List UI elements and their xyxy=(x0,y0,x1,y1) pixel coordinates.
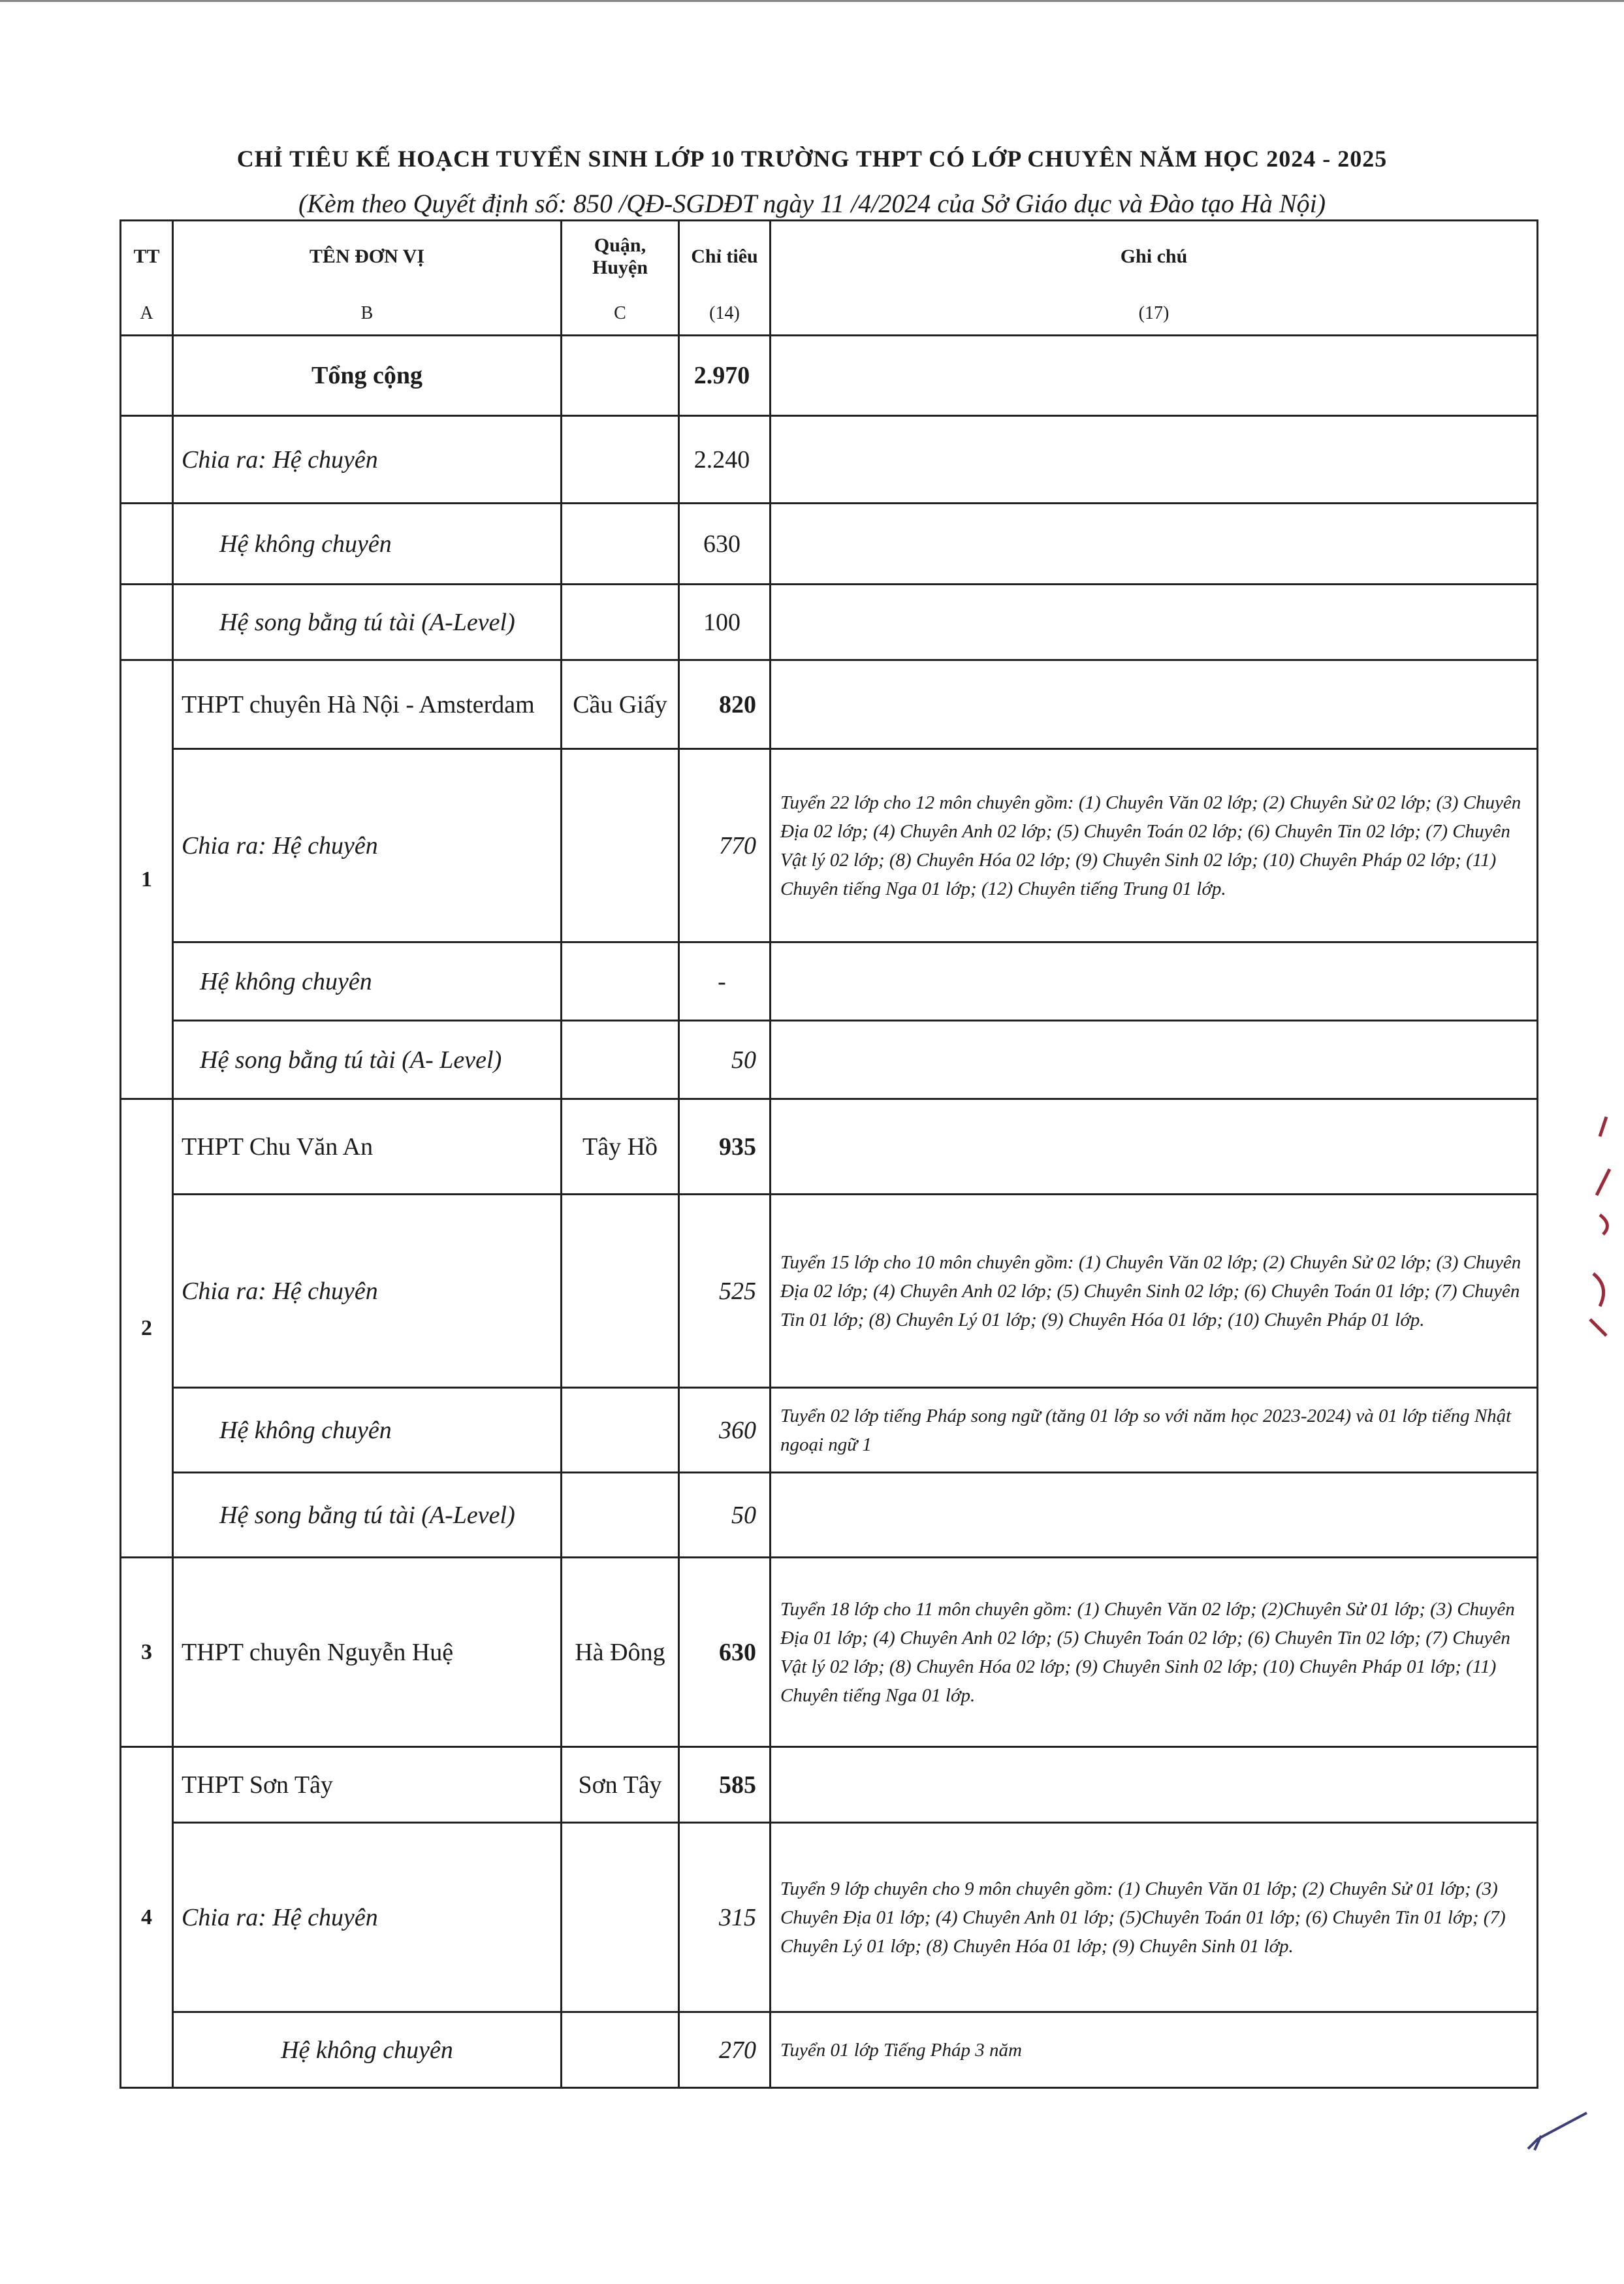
school-1-alevel: 50 xyxy=(679,1021,771,1099)
total-value: 2.970 xyxy=(679,336,771,416)
school-3-tt: 3 xyxy=(121,1558,173,1747)
total-non-specialized-label: Hệ không chuyên xyxy=(173,504,562,585)
school-1-specialized: 770 xyxy=(679,749,771,942)
quota-table xyxy=(119,219,1538,2089)
document-title: CHỈ TIÊU KẾ HOẠCH TUYỂN SINH LỚP 10 TRƯỜNG THPT CÓ LỚP CHUYÊN NĂM HỌC 2024 - 2025 xyxy=(236,146,1388,172)
header-tt: TT xyxy=(121,221,173,293)
school-1-non-specialized: - xyxy=(679,942,771,1021)
school-2-alevel: 50 xyxy=(679,1473,771,1558)
school-4-tt: 4 xyxy=(121,1747,173,2088)
header-district: Quận, Huyện xyxy=(562,221,679,293)
table-row xyxy=(121,416,1538,504)
school-3-quota: 630 xyxy=(679,1558,771,1747)
school-1-specialized-label: Chia ra: Hệ chuyên xyxy=(173,749,562,942)
total-alevel: 100 xyxy=(679,585,771,660)
school-2-non-specialized-note: Tuyển 02 lớp tiếng Pháp song ngữ (tăng 01 lớp so với năm học 2023-2024) và 01 lớp tiếng Nhật ngoại ngữ 1 xyxy=(771,1388,1538,1473)
total-label: Tổng cộng xyxy=(173,336,562,416)
table-row xyxy=(121,1388,1538,1473)
school-2-non-specialized-label: Hệ không chuyên xyxy=(173,1388,562,1473)
school-2-specialized: 525 xyxy=(679,1195,771,1388)
header-code-name: B xyxy=(173,293,562,336)
total-alevel-label: Hệ song bằng tú tài (A-Level) xyxy=(173,585,562,660)
table-row xyxy=(121,1747,1538,1823)
school-1-tt: 1 xyxy=(121,660,173,1099)
table-row xyxy=(121,504,1538,585)
school-3-name: THPT chuyên Nguyễn Huệ xyxy=(173,1558,562,1747)
school-4-name: THPT Sơn Tây xyxy=(173,1747,562,1823)
header-note: Ghi chú xyxy=(771,221,1538,293)
school-4-specialized-label: Chia ra: Hệ chuyên xyxy=(173,1823,562,2012)
header-code-note: (17) xyxy=(771,293,1538,336)
document-subtitle: (Kèm theo Quyết định số: 850 /QĐ-SGDĐT ngày 11 /4/2024 của Sở Giáo dục và Đào tạo Hà Nội) xyxy=(298,189,1326,218)
stamp-fragment-icon xyxy=(1580,1110,1619,1345)
school-1-alevel-label: Hệ song bằng tú tài (A- Level) xyxy=(173,1021,562,1099)
table-row xyxy=(121,585,1538,660)
school-2-name: THPT Chu Văn An xyxy=(173,1099,562,1195)
school-2-non-specialized: 360 xyxy=(679,1388,771,1473)
header-name: TÊN ĐƠN VỊ xyxy=(173,221,562,293)
school-4-district: Sơn Tây xyxy=(562,1747,679,1823)
header-code-quota: (14) xyxy=(679,293,771,336)
school-2-quota: 935 xyxy=(679,1099,771,1195)
school-3-note: Tuyển 18 lớp cho 11 môn chuyên gồm: (1) Chuyên Văn 02 lớp; (2)Chuyên Sử 01 lớp; (3) Chuyên Địa 01 lớp; (4) Chuyên Anh 02 lớp; (5) Chuyên Toán 02 lớp; (6) Chuyên Tin 02 lớp; (7) Chuyên Vật lý 02 lớp; (8) Chuyên Hóa 02 lớp; (9) Chuyên Sinh 02 lớp; (10) Chuyên Pháp 01 lớp; (11) Chuyên tiếng Nga 01 lớp. xyxy=(771,1558,1538,1747)
school-1-non-specialized-label: Hệ không chuyên xyxy=(173,942,562,1021)
table-row xyxy=(121,1099,1538,1195)
scan-top-edge xyxy=(0,0,1624,2)
table-row xyxy=(121,1473,1538,1558)
school-2-district: Tây Hồ xyxy=(562,1099,679,1195)
table-row xyxy=(121,1823,1538,2012)
school-2-specialized-label: Chia ra: Hệ chuyên xyxy=(173,1195,562,1388)
table-row xyxy=(121,2012,1538,2088)
total-specialized: 2.240 xyxy=(679,416,771,504)
school-4-specialized-note: Tuyển 9 lớp chuyên cho 9 môn chuyên gồm: (1) Chuyên Văn 01 lớp; (2) Chuyên Sử 01 lớp; (3) Chuyên Địa 01 lớp; (4) Chuyên Anh 01 lớp; (5)Chuyên Toán 01 lớp; (6) Chuyên Tin 01 lớp; (7) Chuyên Lý 01 lớp; (8) Chuyên Hóa 01 lớp; (9) Chuyên Sinh 01 lớp. xyxy=(771,1823,1538,2012)
school-1-specialized-note: Tuyển 22 lớp cho 12 môn chuyên gồm: (1) Chuyên Văn 02 lớp; (2) Chuyên Sử 02 lớp; (3) Chuyên Địa 02 lớp; (4) Chuyên Anh 02 lớp; (5) Chuyên Toán 02 lớp; (6) Chuyên Tin 02 lớp; (7) Chuyên Vật lý 02 lớp; (8) Chuyên Hóa 02 lớp; (9) Chuyên Sinh 02 lớp; (10) Chuyên Pháp 02 lớp; (11) Chuyên tiếng Nga 01 lớp; (12) Chuyên tiếng Trung 01 lớp. xyxy=(771,749,1538,942)
table-row xyxy=(121,1021,1538,1099)
school-4-quota: 585 xyxy=(679,1747,771,1823)
school-4-specialized: 315 xyxy=(679,1823,771,2012)
school-4-non-specialized-label: Hệ không chuyên xyxy=(173,2012,562,2088)
school-2-alevel-label: Hệ song bằng tú tài (A-Level) xyxy=(173,1473,562,1558)
school-3-district: Hà Đông xyxy=(562,1558,679,1747)
table-row xyxy=(121,942,1538,1021)
table-row xyxy=(121,1195,1538,1388)
table-row xyxy=(121,336,1538,416)
signature-tick-icon xyxy=(1521,2110,1593,2155)
header-code-district: C xyxy=(562,293,679,336)
table-row xyxy=(121,1558,1538,1747)
school-2-tt: 2 xyxy=(121,1099,173,1558)
header-code-tt: A xyxy=(121,293,173,336)
header-quota: Chỉ tiêu xyxy=(679,221,771,293)
school-2-specialized-note: Tuyển 15 lớp cho 10 môn chuyên gồm: (1) Chuyên Văn 02 lớp; (2) Chuyên Sử 02 lớp; (3) Chuyên Địa 02 lớp; (4) Chuyên Anh 02 lớp; (5) Chuyên Sinh 02 lớp; (6) Chuyên Toán 01 lớp; (7) Chuyên Tin 01 lớp; (8) Chuyên Lý 01 lớp; (9) Chuyên Hóa 01 lớp; (10) Chuyên Pháp 01 lớp. xyxy=(771,1195,1538,1388)
table-row xyxy=(121,660,1538,749)
school-4-non-specialized: 270 xyxy=(679,2012,771,2088)
school-1-quota: 820 xyxy=(679,660,771,749)
school-1-name: THPT chuyên Hà Nội - Amsterdam xyxy=(173,660,562,749)
table-row xyxy=(121,749,1538,942)
school-1-district: Cầu Giấy xyxy=(562,660,679,749)
total-specialized-label: Chia ra: Hệ chuyên xyxy=(173,416,562,504)
school-4-non-specialized-note: Tuyển 01 lớp Tiếng Pháp 3 năm xyxy=(771,2012,1538,2088)
total-non-specialized: 630 xyxy=(679,504,771,585)
